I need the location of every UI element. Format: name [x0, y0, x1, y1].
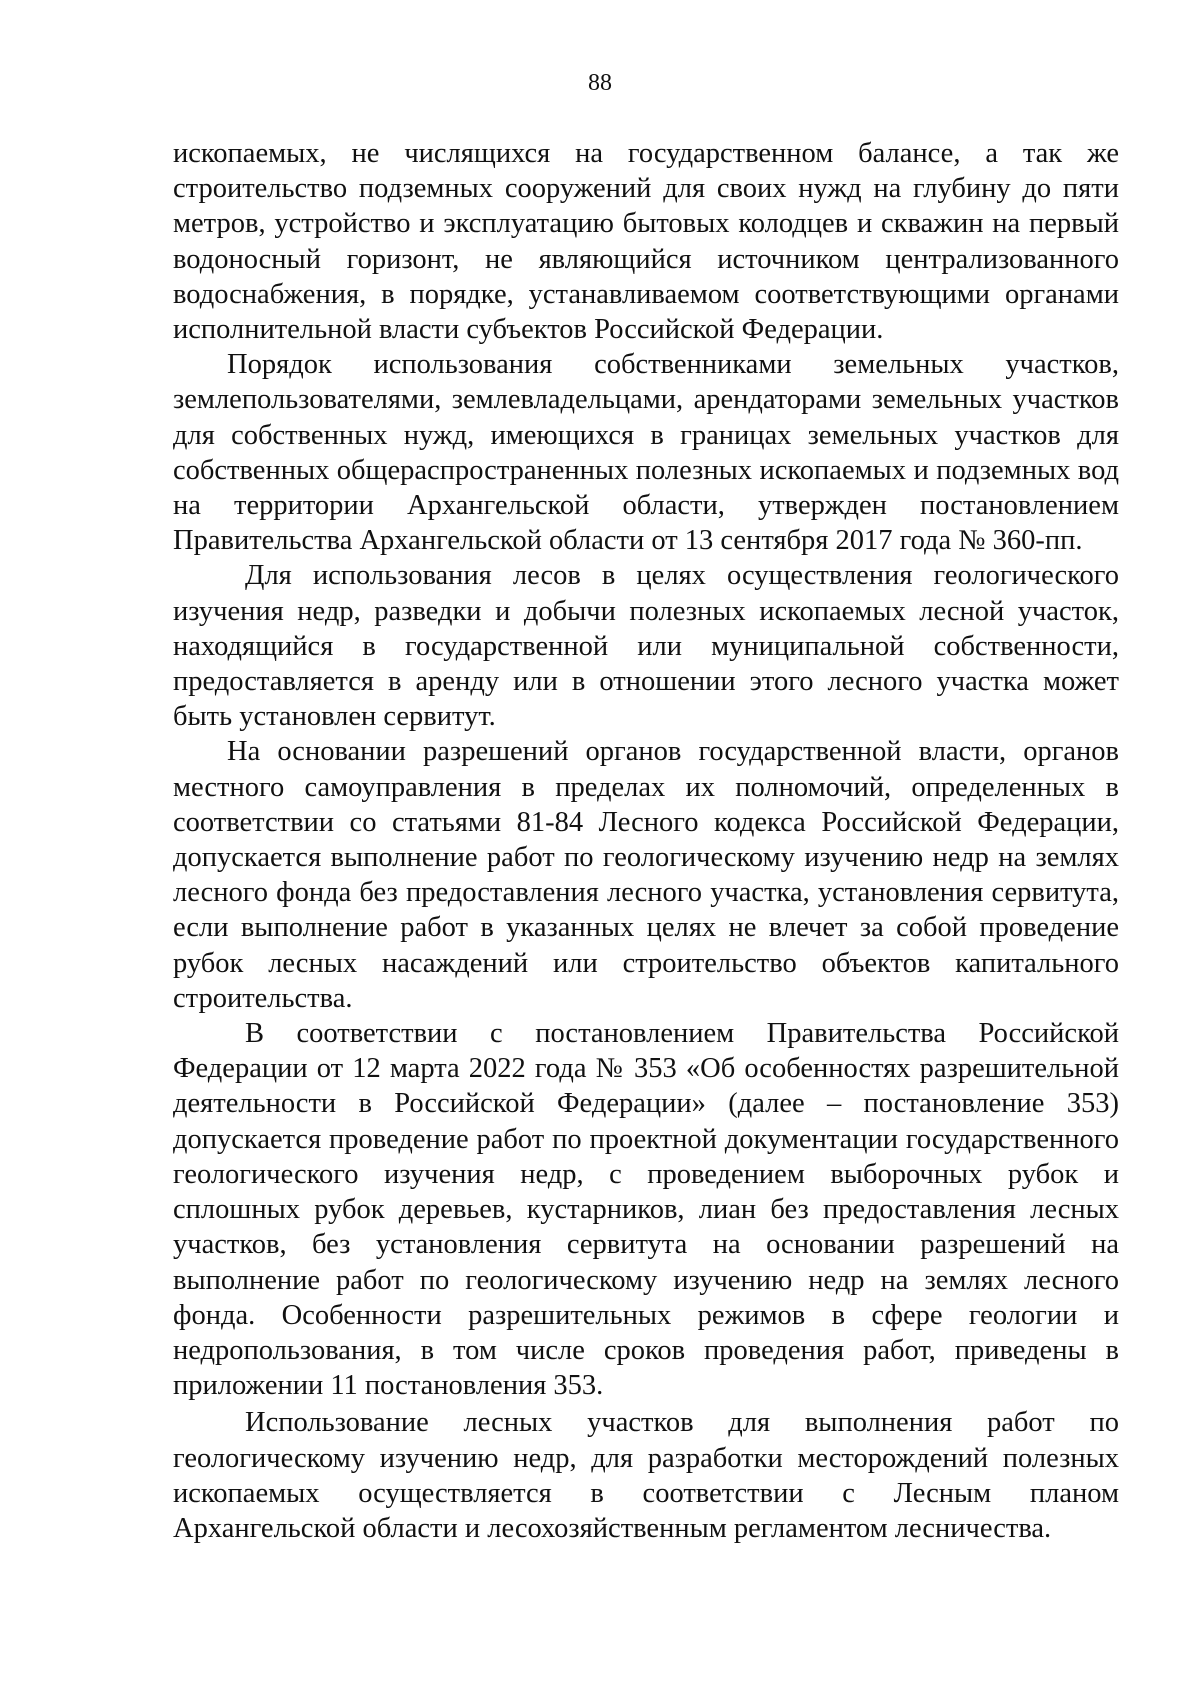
paragraph-extraction-procedure: Порядок использования собственниками земельных участков, землепользователями, землевладельцами, арендаторами земельных участков для собственных нужд, имеющихся в границах земельных участков для собственных общераспространенных полезных ископаемых и подземных вод на территории Архангельской области, утвержден постановлением Правительства Архангельской области от 13 сентября 2017 года № 360-пп.	[173, 349, 1119, 557]
paragraph-permits: На основании разрешений органов государственной власти, органов местного самоуправления в пределах их полномочий, определенных в соответствии со статьями 81-84 Лесного кодекса Российской Федерации, допускается выполнение работ по геологическому изучению недр на землях лесного фонда без предоставления лесного участка, установления сервитута, если выполнение работ в указанных целях не влечет за собой проведение рубок лесных насаждений или строительство объектов капитального строительства.	[173, 736, 1119, 1014]
document-body	[173, 136, 1119, 1546]
page-number: 88	[588, 70, 612, 96]
paragraph-decree-353: В соответствии с постановлением Правительства Российской Федерации от 12 марта 2022 года № 353 «Об особенностях разрешительной деятельности в Российской Федерации» (далее – постановление 353) допускается проведение работ по проектной документации государственного геологического изучения недр, с проведением выборочных рубок и сплошных рубок деревьев, кустарников, лиан без предоставления лесных участков, без установления сервитута на основании разрешений на выполнение работ по геологическому изучению недр на землях лесного фонда. Особенности разрешительных режимов в сфере геологии и недропользования, в том числе сроков проведения работ, приведены в приложении 11 постановления 353.	[173, 1018, 1119, 1402]
paragraph-forest-use: Для использования лесов в целях осуществления геологического изучения недр, разведки и добычи полезных ископаемых лесной участок, находящийся в государственной или муниципальной собственности, предоставляется в аренду или в отношении этого лесного участка может быть установлен сервитут.	[173, 560, 1119, 733]
paragraph-continuation: ископаемых, не числящихся на государственном балансе, а так же строительство подземных сооружений для своих нужд на глубину до пяти метров, устройство и эксплуатацию бытовых колодцев и скважин на первый водоносный горизонт, не являющийся источником централизованного водоснабжения, в порядке, устанавливаемом соответствующими органами исполнительной власти субъектов Российской Федерации.	[173, 138, 1119, 346]
paragraph-forest-plan: Использование лесных участков для выполнения работ по геологическому изучению недр, для разработки месторождений полезных ископаемых осуществляется в соответствии с Лесным планом Архангельской области и лесохозяйственным регламентом лесничества.	[173, 1407, 1119, 1544]
